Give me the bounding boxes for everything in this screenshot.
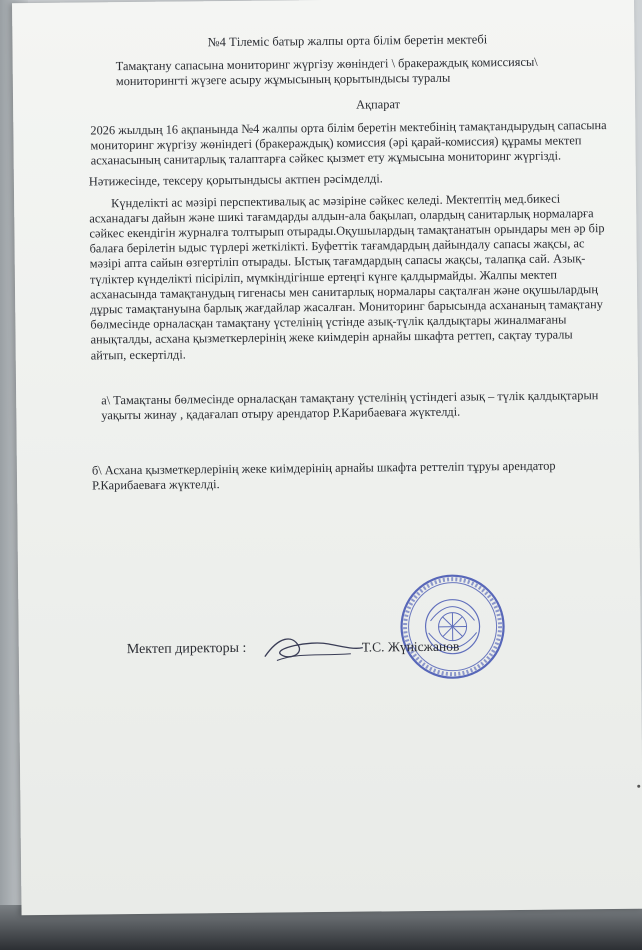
paragraph-findings: Күнделікті ас мәзірі перспективалық ас мәзіріне сәйкес келеді. Мектептің мед.бикесі асханадағы дайын және шикі тағамдарды алдын-ала бақылап, олардың санитарлық нормаларға сәйкес екендігін журналға толтырып отырады.Оқушылардың тамақтанатын орындары мен әр бір балаға берілетін ыдыс түрлері жеткілікті. Буфеттік тағамдардың дайындалу сапасы жақсы, ас мәзірі апта сайын өзгертіліп отырады. Ыстық тағамдардың сапасы жақсы, талапқа сай. Азық-түліктер күнделікті пісіріліп, мүмкіндігінше ертеңгі күнге қалдырмайды. Жалпы мектеп асханасында тамақтанудың гигенасы мен санитарлық нормалары сақталған және оқушылардың дұрыс тамақтануына барлық жағдайлар жасалған. Мониторинг барысында асхананың тамақтану бөлмесінде орналасқан тамақтану үстелінің үстінде азық-түлік қалдықтары жиналмағаны анықталды, асхана қызметкерлерінің жеке киімдерін арнайы шкафта реттеп, сақтау туралы айтып, ескертілді. xyxy=(89,191,605,363)
subject-line-2: мониторингті жүзеге асыру жұмысының қорытындысы туралы xyxy=(115,71,451,89)
document-subject xyxy=(116,54,608,90)
document-type: Ақпарат xyxy=(356,96,401,112)
document-page xyxy=(12,0,642,915)
page-mark xyxy=(637,785,640,788)
signature-title: Мектеп директоры : xyxy=(126,640,247,658)
signature-block xyxy=(127,638,547,666)
item-b: б\ Асхана қызметкерлерінің жеке киімдерінің арнайы шкафта реттеліп тұруы арендатор Р.Карибаеваға жүктелді. xyxy=(91,458,556,493)
document-content xyxy=(87,31,612,494)
official-stamp xyxy=(398,572,507,681)
paragraph-result: Нәтижесінде, тексеру қорытындысы актпен рәсімделді. xyxy=(88,171,383,189)
paragraph-intro: 2026 жылдың 16 ақпанында №4 жалпы орта білім беретін мектебінің тамақтандырудың сапасына мониторинг жүргізу жөніндегі (бракераждық) комиссия (әрі қарай-комиссия) құрамы мектеп асханасының санитарлық талаптарға сәйкес қызмет ету жұмысына мониторинг жүргізді. xyxy=(90,117,607,168)
school-name: №4 Тілеміс батыр жалпы орта білім беретін мектебі xyxy=(207,32,488,50)
item-a: а\ Тамақтаны бөлмесінде орналасқан тамақтану үстелінің үстіндегі азық – түлік қалдықтарын уақыты жинау , қадағалап отыру арендатор Р.Карибаеваға жүктелді. xyxy=(101,387,599,423)
subject-line-1: Тамақтану сапасына мониторинг жүргізу жөніндегі \ бракераждық комиссиясы\ xyxy=(115,54,538,74)
signature-name: Т.С. Жүнісжанов xyxy=(361,638,460,655)
